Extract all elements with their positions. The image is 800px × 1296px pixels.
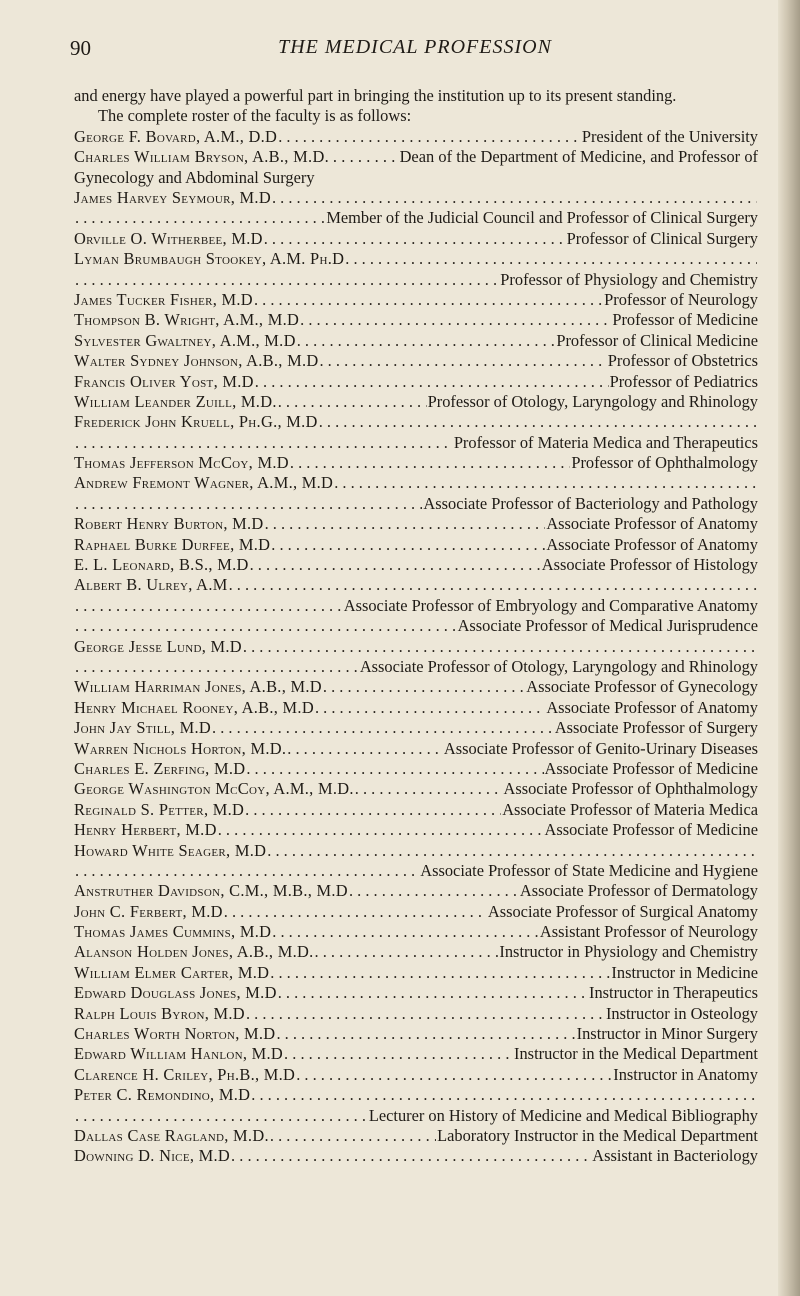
intro-text — [74, 86, 758, 127]
faculty-name: Anstruther Davidson, C.M., M.B., M.D — [74, 881, 348, 901]
faculty-name: John C. Ferbert, M.D — [74, 901, 223, 921]
leader-dots — [251, 1085, 757, 1105]
roster-entry — [74, 188, 758, 229]
leader-dots — [315, 698, 545, 718]
faculty-name: Alanson Holden Jones, A.B., M.D. — [74, 942, 314, 962]
leader-dots — [75, 596, 343, 616]
leader-dots — [319, 351, 606, 371]
leader-dots — [297, 331, 556, 351]
faculty-name: Edward William Hanlon, M.D — [74, 1044, 284, 1064]
leader-dots — [243, 637, 757, 657]
faculty-name: James Tucker Fisher, M.D — [74, 289, 253, 309]
faculty-name: John Jay Still, M.D — [74, 718, 212, 738]
faculty-title: Associate Professor of Medical Jurisprudence — [457, 616, 758, 636]
faculty-name: Frederick John Kruell, Ph.G., M.D — [74, 412, 318, 432]
leader-dots — [271, 535, 545, 555]
roster-entry — [74, 331, 758, 351]
faculty-name: Albert B. Ulrey, A.M — [74, 575, 228, 595]
faculty-name: Reginald S. Petter, M.D — [74, 799, 245, 819]
faculty-name: Warren Nichols Horton, M.D. — [74, 738, 287, 758]
leader-dots — [319, 412, 757, 432]
leader-dots — [276, 1024, 575, 1044]
roster-entry — [74, 392, 758, 412]
roster-entry — [74, 841, 758, 882]
roster-entry — [74, 677, 758, 697]
faculty-name: George F. Bovard, A.M., D.D — [74, 126, 278, 146]
roster-entry — [74, 147, 758, 188]
roster-entry — [74, 372, 758, 392]
leader-dots — [75, 616, 457, 636]
page-header — [70, 36, 760, 66]
faculty-title: Associate Professor of Otology, Laryngology and Rhinology — [359, 657, 758, 676]
faculty-name: Orville O. Witherbee, M.D — [74, 228, 263, 248]
roster-entry — [74, 1065, 758, 1085]
faculty-title: Dean of the Department of Medicine, and Professor of Gynecology and Abdominal Surgery — [74, 147, 758, 187]
faculty-name: Francis Oliver Yost, M.D — [74, 371, 254, 391]
faculty-name: Charles E. Zerfing, M.D — [74, 758, 246, 778]
leader-dots — [278, 392, 427, 412]
leader-dots — [272, 922, 539, 942]
leader-dots — [270, 963, 610, 983]
leader-dots — [265, 514, 546, 534]
faculty-name: Ralph Louis Byron, M.D — [74, 1003, 245, 1023]
roster-entry — [74, 290, 758, 310]
faculty-title: Associate Professor of Embryology and Comparative Anatomy — [343, 595, 758, 615]
leader-dots — [231, 1146, 591, 1166]
leader-dots — [218, 820, 544, 840]
faculty-title: Associate Professor of Bacteriology and Pathology — [423, 493, 758, 513]
leader-dots — [264, 229, 566, 249]
roster-entry — [74, 983, 758, 1003]
roster-entry — [74, 249, 758, 290]
roster-lead: The complete roster of the faculty is as follows: — [98, 106, 412, 126]
roster-entry — [74, 1024, 758, 1044]
faculty-title: Professor of Clinical Medicine — [556, 330, 758, 350]
leader-dots — [75, 494, 422, 514]
faculty-name: Dallas Case Ragland, M.D. — [74, 1125, 269, 1145]
faculty-roster — [74, 127, 758, 1167]
faculty-name: Peter C. Remondino, M.D — [74, 1085, 251, 1105]
faculty-title: Instructor in Anatomy — [613, 1064, 758, 1084]
faculty-title: Associate Professor of Anatomy — [546, 534, 758, 554]
roster-entry — [74, 1085, 758, 1126]
roster-entry — [74, 351, 758, 371]
faculty-title: Professor of Obstetrics — [607, 351, 758, 371]
leader-dots — [75, 208, 325, 228]
roster-entry — [74, 942, 758, 962]
roster-entry — [74, 881, 758, 901]
leader-dots — [345, 249, 757, 269]
faculty-name: Thompson B. Wright, A.M., M.D — [74, 310, 300, 330]
faculty-name: James Harvey Seymour, M.D — [74, 188, 271, 208]
faculty-title: Lecturer on History of Medicine and Medical Bibliography — [368, 1105, 758, 1125]
faculty-title: Professor of Pediatrics — [609, 371, 758, 391]
roster-entry — [74, 310, 758, 330]
faculty-title: Instructor in Minor Surgery — [576, 1024, 758, 1044]
faculty-title: Associate Professor of Ophthalmology — [503, 779, 758, 799]
leader-dots — [75, 433, 453, 453]
faculty-title: Associate Professor of Dermatology — [519, 881, 758, 901]
roster-entry — [74, 514, 758, 534]
leader-dots — [224, 902, 487, 922]
faculty-name: Henry Herbert, M.D — [74, 820, 217, 840]
faculty-title: Associate Professor of Histology — [541, 555, 758, 575]
faculty-name: Andrew Fremont Wagner, A.M., M.D — [74, 473, 334, 493]
roster-entry — [74, 922, 758, 942]
leader-dots — [278, 127, 581, 147]
faculty-name: Howard White Seager, M.D — [74, 840, 267, 860]
roster-entry — [74, 1004, 758, 1024]
roster-entry — [74, 127, 758, 147]
faculty-title: Professor of Neurology — [604, 289, 758, 309]
faculty-name: William Harriman Jones, A.B., M.D — [74, 677, 322, 697]
faculty-name: Charles William Bryson, A.B., M.D — [74, 147, 325, 167]
faculty-title: Member of the Judicial Council and Professor of Clinical Surgery — [326, 208, 758, 228]
faculty-title: Professor of Medicine — [612, 310, 758, 330]
faculty-title: Associate Professor of Medicine — [544, 820, 758, 840]
roster-entry — [74, 412, 758, 453]
leader-dots — [255, 372, 609, 392]
leader-dots — [287, 739, 443, 759]
faculty-title: Professor of Physiology and Chemistry — [500, 269, 758, 289]
roster-entry — [74, 453, 758, 473]
faculty-title: Associate Professor of Anatomy — [546, 514, 758, 534]
roster-entry — [74, 718, 758, 738]
leader-dots — [75, 657, 359, 677]
leader-dots — [300, 310, 611, 330]
leader-dots — [349, 881, 519, 901]
leader-dots — [75, 1106, 368, 1126]
leader-dots — [254, 290, 603, 310]
leader-dots — [315, 942, 499, 962]
roster-entry — [74, 1146, 758, 1166]
faculty-title: Instructor in Medicine — [611, 962, 758, 982]
faculty-name: Thomas James Cummins, M.D — [74, 922, 272, 942]
leader-dots: . . . . . . . . . — [324, 147, 400, 167]
faculty-title: Professor of Ophthalmology — [571, 453, 758, 473]
leader-dots — [284, 1044, 513, 1064]
faculty-title: Associate Professor of Surgery — [554, 718, 758, 738]
faculty-title: Instructor in Therapeutics — [588, 983, 758, 1003]
faculty-name: Edward Douglass Jones, M.D — [74, 983, 277, 1003]
roster-entry — [74, 963, 758, 983]
faculty-name: Walter Sydney Johnson, A.B., M.D — [74, 351, 319, 371]
roster-entry — [74, 698, 758, 718]
faculty-name: William Elmer Carter, M.D — [74, 962, 270, 982]
faculty-title: Instructor in Physiology and Chemistry — [499, 942, 758, 962]
roster-entry — [74, 1126, 758, 1146]
leader-dots — [75, 861, 419, 881]
leader-dots — [267, 841, 757, 861]
roster-entry — [74, 535, 758, 555]
faculty-title: Professor of Clinical Surgery — [566, 228, 758, 248]
faculty-title: Associate Professor of Gynecology — [526, 677, 758, 697]
faculty-title: Associate Professor of Medicine — [544, 758, 758, 778]
faculty-title: Instructor in Osteology — [605, 1003, 758, 1023]
page-body — [74, 86, 758, 1167]
roster-entry — [74, 1044, 758, 1064]
faculty-title: President of the University — [581, 126, 758, 146]
faculty-name: E. L. Leonard, B.S., M.D — [74, 555, 249, 575]
leader-dots — [334, 473, 757, 493]
faculty-name: Sylvester Gwaltney, A.M., M.D — [74, 330, 296, 350]
roster-entry — [74, 759, 758, 779]
faculty-title: Associate Professor of Genito-Urinary Diseases — [443, 738, 758, 758]
faculty-name: Charles Worth Norton, M.D — [74, 1024, 276, 1044]
roster-entry — [74, 779, 758, 799]
faculty-name: Robert Henry Burton, M.D — [74, 514, 264, 534]
running-title: THE MEDICAL PROFESSION — [278, 36, 552, 58]
roster-entry — [74, 739, 758, 759]
roster-entry — [74, 555, 758, 575]
faculty-title: Laboratory Instructor in the Medical Department — [437, 1125, 758, 1145]
faculty-name: William Leander Zuill, M.D. — [74, 391, 277, 411]
paragraph-end: and energy have played a powerful part in bringing the institution up to its present standing. — [74, 86, 677, 105]
leader-dots — [278, 983, 588, 1003]
page-number: 90 — [70, 36, 91, 60]
leader-dots — [272, 188, 757, 208]
roster-entry — [74, 473, 758, 514]
faculty-title: Assistant Professor of Neurology — [539, 922, 758, 942]
roster-entry — [74, 820, 758, 840]
faculty-name: Downing D. Nice, M.D — [74, 1146, 231, 1166]
roster-entry — [74, 800, 758, 820]
faculty-name: George Jesse Lund, M.D — [74, 636, 242, 656]
leader-dots — [290, 453, 570, 473]
faculty-title: Associate Professor of Anatomy — [546, 697, 758, 717]
leader-dots — [323, 677, 525, 697]
roster-entry — [74, 575, 758, 616]
leader-dots — [212, 718, 554, 738]
faculty-name: Thomas Jefferson McCoy, M.D — [74, 453, 289, 473]
faculty-title: Professor of Materia Medica and Therapeutics — [453, 432, 758, 452]
leader-dots — [229, 575, 757, 595]
faculty-name: Henry Michael Rooney, A.B., M.D — [74, 697, 314, 717]
leader-dots — [355, 779, 503, 799]
leader-dots — [246, 1004, 605, 1024]
leader-dots — [245, 800, 501, 820]
faculty-name: Raphael Burke Durfee, M.D — [74, 534, 271, 554]
faculty-title: Associate Professor of State Medicine and Hygiene — [420, 860, 758, 880]
faculty-title: Instructor in the Medical Department — [514, 1044, 758, 1064]
leader-dots — [75, 270, 499, 290]
faculty-title: Professor of Otology, Laryngology and Rhinology — [427, 391, 758, 411]
leader-dots — [296, 1065, 612, 1085]
faculty-title: Associate Professor of Materia Medica — [502, 799, 758, 819]
page-edge-shadow — [778, 0, 800, 1296]
roster-entry — [74, 902, 758, 922]
roster-entry — [74, 229, 758, 249]
leader-dots — [246, 759, 543, 779]
faculty-name: George Washington McCoy, A.M., M.D. — [74, 779, 354, 799]
roster-entry — [74, 616, 758, 636]
leader-dots — [270, 1126, 436, 1146]
roster-entry — [74, 637, 758, 678]
faculty-title: Associate Professor of Surgical Anatomy — [487, 901, 758, 921]
faculty-title: Assistant in Bacteriology — [592, 1146, 758, 1166]
leader-dots — [250, 555, 541, 575]
faculty-name: Lyman Brumbaugh Stookey, A.M. Ph.D — [74, 249, 345, 269]
faculty-name: Clarence H. Criley, Ph.B., M.D — [74, 1064, 296, 1084]
